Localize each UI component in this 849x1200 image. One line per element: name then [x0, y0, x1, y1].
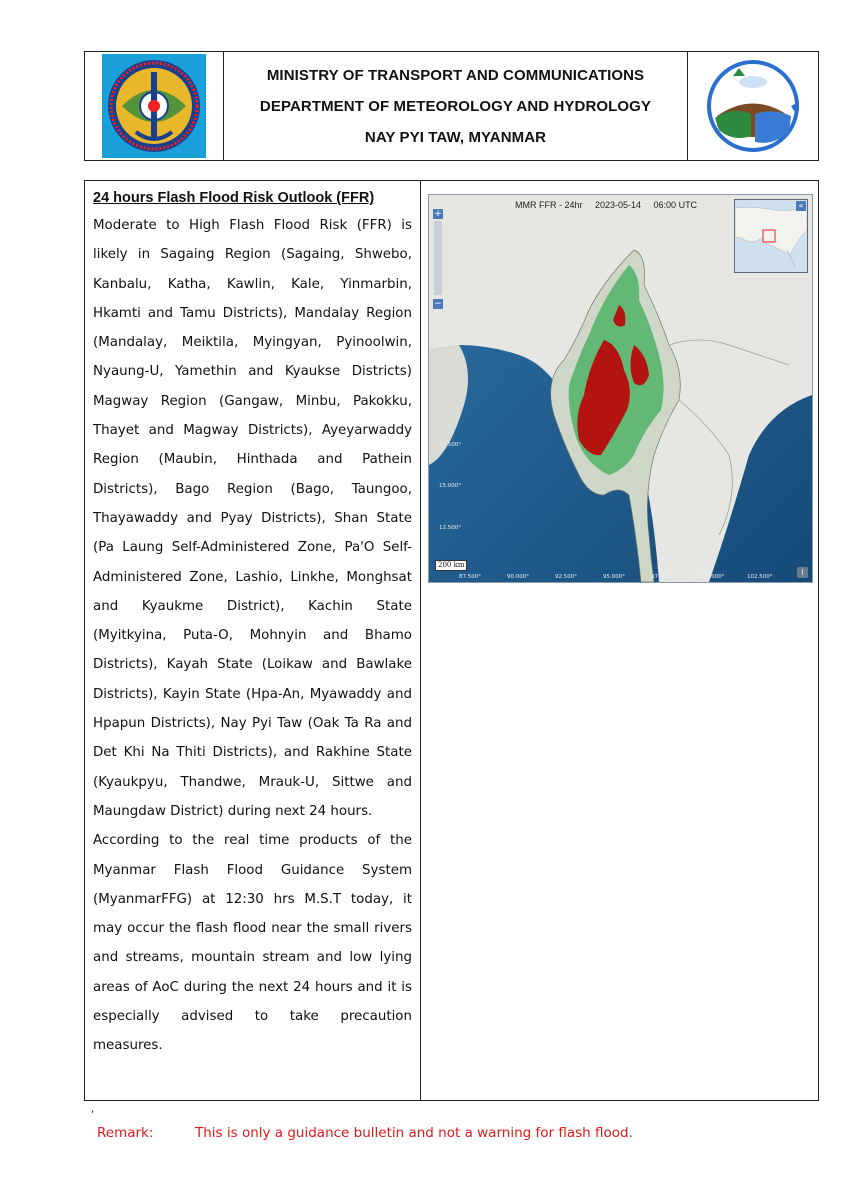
hydrological-cycle-icon: [703, 56, 803, 156]
risk-paragraph: Moderate to High Flash Flood Risk (FFR) is likely in Sagaing Region (Sagaing, Shwebo, Kanbalu, Katha, Kawlin, Kale, Yinmarbin, Hkamti and Tamu Districts), Mandalay Region (Mandalay, Meiktila, Myingyan, Pyinoolwin, Nyaung-U, Yamethin and Kyaukse Districts) Magway Region (Gangaw, Minbu, Pakokku, Thayet and Magway Districts), Ayeyarwaddy Region (Maubin, Hinthada and Pathein Districts), Bago Region (Bago, Taungoo, Thayawaddy and Pyay Districts), Shan State (Pa Laung Self-Administered Zone, Pa'O Self-Administered Zone, Lashio, Linkhe, Monghsat and Kyaukme District), Kachin State (Myitkyina, Puta-O, Mohnyin and Bhamo Districts), Kayah State (Loikaw and Bawlake Districts), Kayin State (Hpa-An, Myawaddy and Hpapun Districts), Nay Pyi Taw (Oak Ta Ra and Det Khi Na Thiti Districts), and Rakhine State (Kyaukpyu, Thandwe, Mrauk-U, Sittwe and Maungdaw District) during next 24 hours.: [93, 218, 412, 819]
ministry-name: MINISTRY OF TRANSPORT AND COMMUNICATIONS: [266, 66, 645, 84]
section-title: 24 hours Flash Flood Risk Outlook (FFR): [93, 190, 375, 206]
lat-label: 17.500°: [439, 442, 461, 448]
letterhead: [84, 51, 819, 161]
collapse-inset-button[interactable]: «: [796, 201, 806, 211]
lon-label: 100.000°: [699, 574, 725, 580]
outlook-table: [84, 180, 819, 1101]
lon-label: 95.000°: [603, 574, 625, 580]
remark-label: Remark:: [97, 1125, 154, 1141]
zoom-in-button[interactable]: +: [434, 209, 442, 219]
ffr-map[interactable]: [428, 194, 813, 583]
zoom-out-button[interactable]: −: [434, 299, 442, 309]
ministry-emblem-icon: [102, 54, 206, 158]
map-caption: MMR FFR - 24hr 2023-05-14 06:00 UTC: [515, 200, 698, 210]
stray-comma: ,: [91, 1104, 95, 1115]
department-name: DEPARTMENT OF METEOROLOGY AND HYDROLOGY: [259, 97, 652, 115]
lon-label: 92.500°: [555, 574, 577, 580]
lon-label: 102.500°: [747, 574, 773, 580]
guidance-paragraph: According to the real time products of the Myanmar Flash Flood Guidance System (MyanmarFFG) at 12:30 hrs M.S.T today, it may occur the flash flood near the small rivers and streams, mountain stream and low lying areas of AoC during the next 24 hours and it is especially advised to take precaution measures.: [93, 833, 412, 1054]
overview-inset-map[interactable]: [734, 199, 808, 273]
map-column: [421, 181, 818, 1100]
remark-text: This is only a guidance bulletin and not a warning for flash flood.: [195, 1125, 633, 1141]
lon-label: 87.500°: [459, 574, 481, 580]
department-logo-cell: [688, 52, 818, 160]
header-title-block: [224, 52, 689, 160]
lon-label: 97.500°: [651, 574, 673, 580]
outlook-text-column: [85, 181, 421, 1100]
ministry-logo-cell: [85, 52, 224, 160]
location-name: NAY PYI TAW, MYANMAR: [364, 128, 547, 146]
lat-label: 12.500°: [439, 525, 461, 531]
scale-bar: 200 km: [435, 560, 467, 571]
zoom-slider[interactable]: [434, 221, 442, 295]
lat-label: 15.000°: [439, 483, 461, 489]
info-button[interactable]: i: [797, 567, 808, 578]
lon-label: 90.000°: [507, 574, 529, 580]
